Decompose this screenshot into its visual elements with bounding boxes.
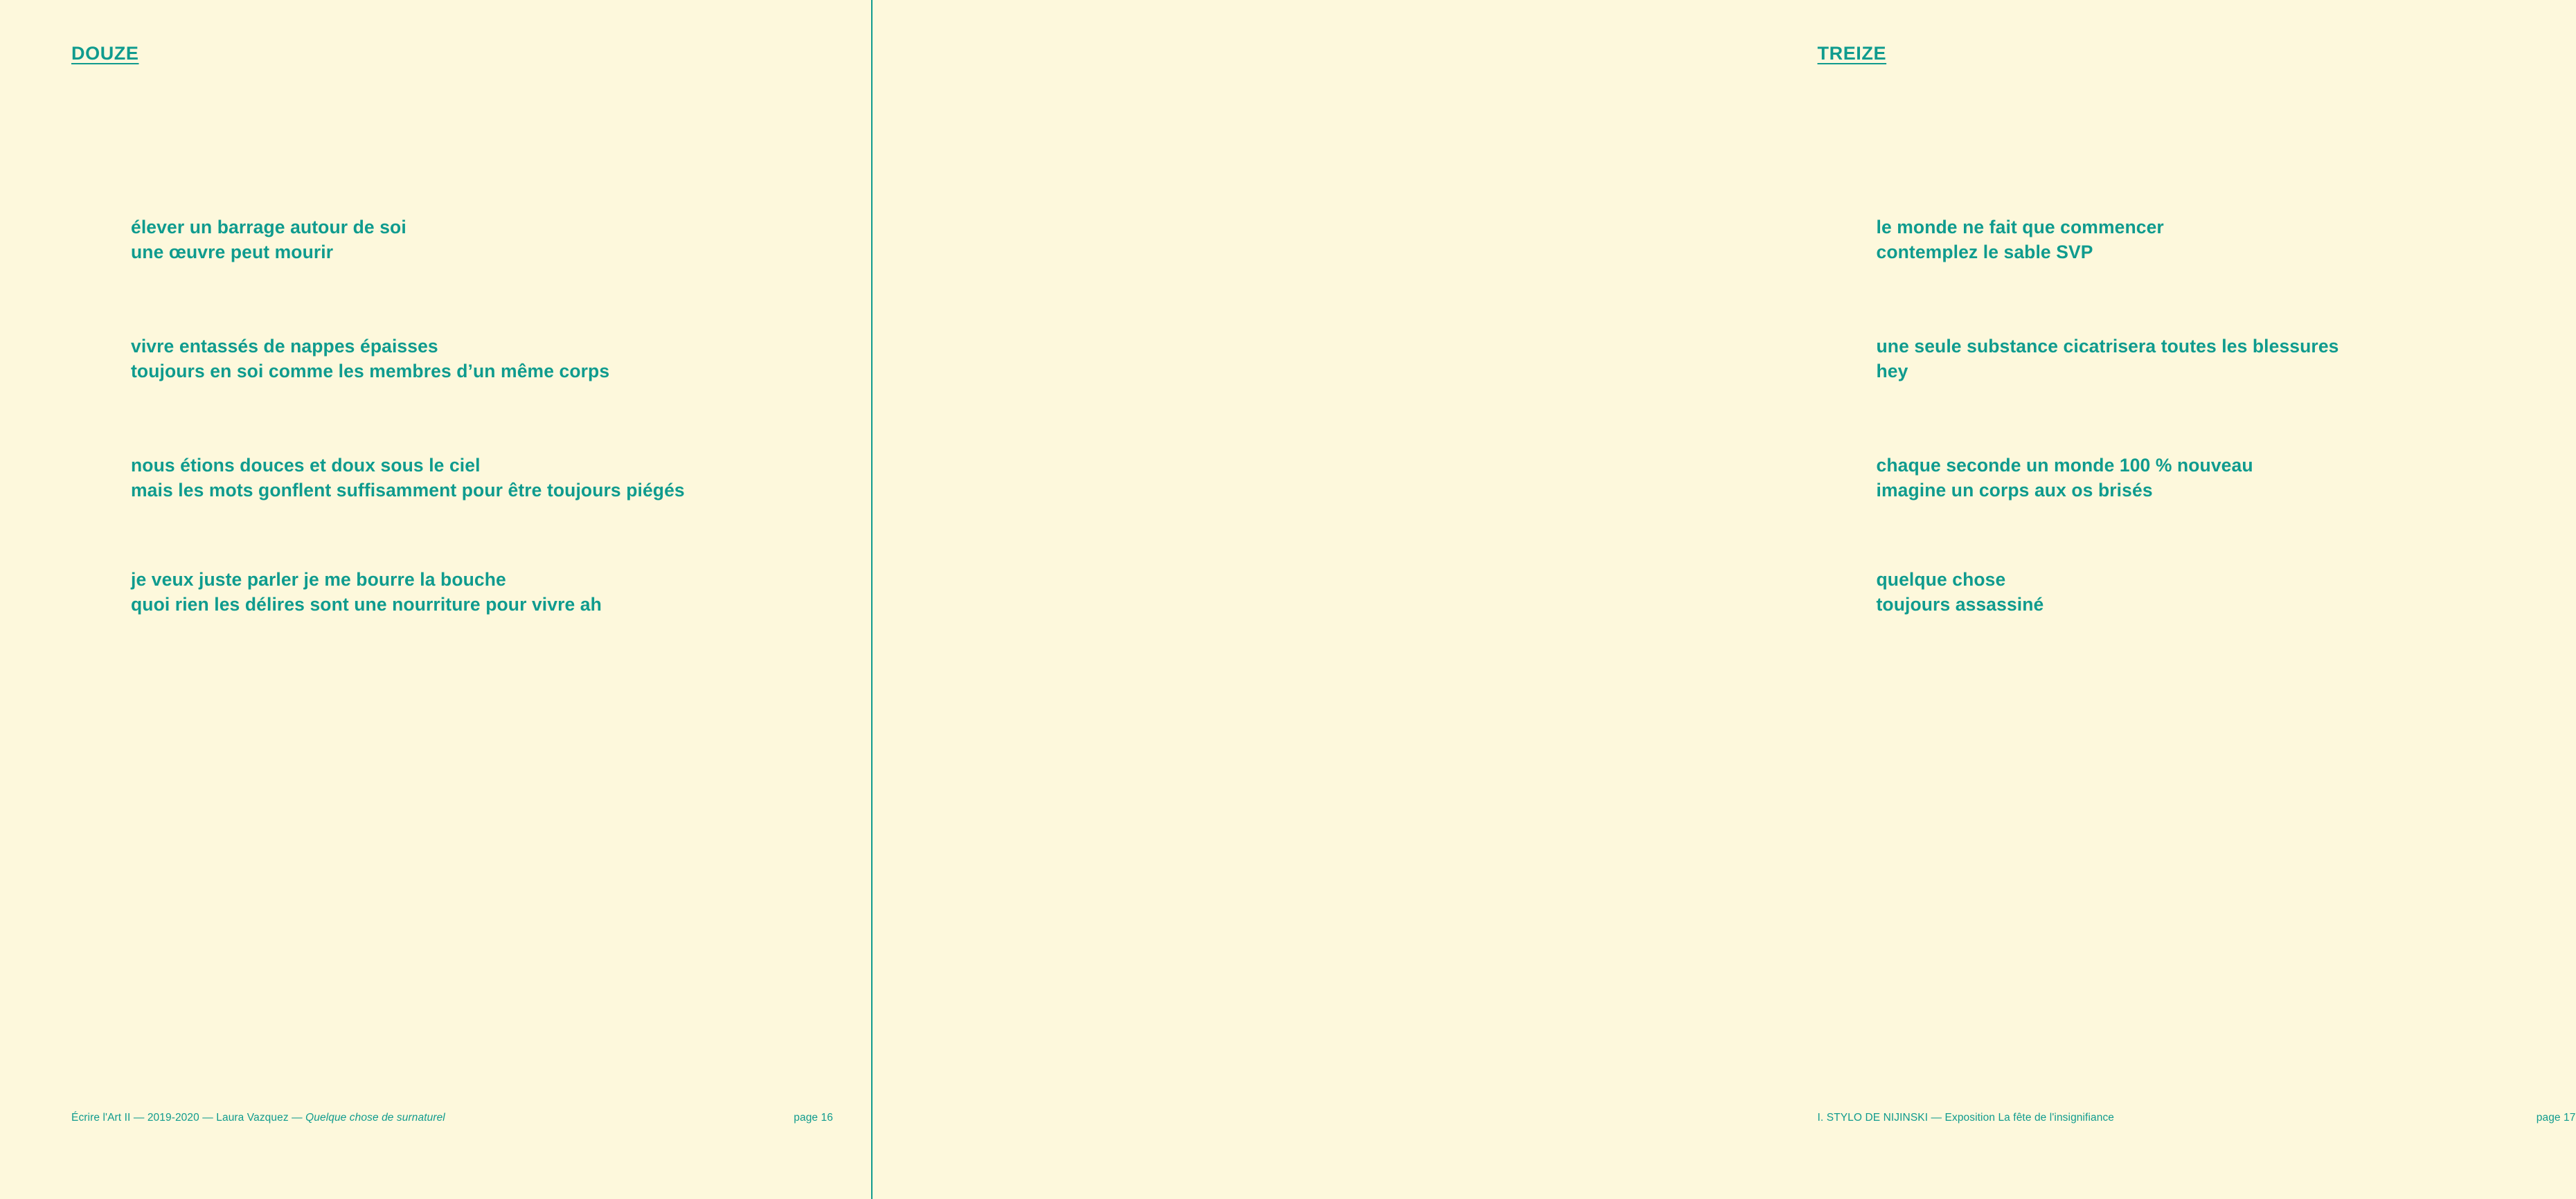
footer-credit-left [71, 1112, 445, 1124]
poem-line: imagine un corps aux os brisés [1876, 480, 2153, 501]
page-title-right: TREIZE [1817, 43, 1887, 64]
stanza [1877, 334, 2339, 384]
poem-line: toujours assassiné [1876, 594, 2044, 615]
page-footer-left [71, 1112, 833, 1124]
page-title-left: DOUZE [71, 43, 139, 64]
poem-line: vivre entassés de nappes épaisses [131, 336, 438, 357]
poem-body-left [131, 215, 685, 686]
footer-credit-right [1818, 1112, 2115, 1124]
stanza [131, 334, 685, 384]
poem-line: nous étions douces et doux sous le ciel [131, 455, 481, 476]
stanza [131, 215, 685, 264]
footer-credit-text: I. STYLO DE NIJINSKI — Exposition La fête de l'insignifiance [1817, 1112, 2115, 1124]
page-number-right: page 17 [2536, 1112, 2576, 1124]
poem-line: contemplez le sable SVP [1876, 242, 2093, 263]
footer-credit-title: Quelque chose de surnaturel [305, 1112, 445, 1124]
poem-body-right [1877, 215, 2339, 686]
page-footer-right [1818, 1112, 2576, 1124]
page-number-left: page 16 [794, 1112, 833, 1124]
stanza [1877, 567, 2339, 617]
poem-line: quelque chose [1876, 569, 2006, 591]
poem-line: je veux juste parler je me bourre la bouche [131, 569, 506, 591]
stanza [131, 453, 685, 503]
stanza [131, 567, 685, 617]
poem-line: élever un barrage autour de soi [131, 217, 406, 237]
poem-line: quoi rien les délires sont une nourriture pour vivre ah [131, 594, 602, 615]
left-page [0, 0, 873, 1199]
poem-line: une œuvre peut mourir [131, 242, 334, 263]
footer-credit-text: Écrire l'Art II — 2019-2020 — Laura Vazquez — [71, 1112, 306, 1124]
stanza [1877, 215, 2339, 264]
poem-line: chaque seconde un monde 100 % nouveau [1876, 455, 2253, 476]
poem-line: toujours en soi comme les membres d’un même corps [131, 361, 610, 382]
poem-line: mais les mots gonflent suffisamment pour être toujours piégés [131, 480, 685, 501]
poem-line: une seule substance cicatrisera toutes les blessures [1876, 336, 2339, 357]
poem-line: le monde ne fait que commencer [1876, 217, 2164, 237]
right-page [873, 0, 2576, 1199]
poem-line: hey [1876, 361, 1908, 382]
stanza [1877, 453, 2339, 503]
